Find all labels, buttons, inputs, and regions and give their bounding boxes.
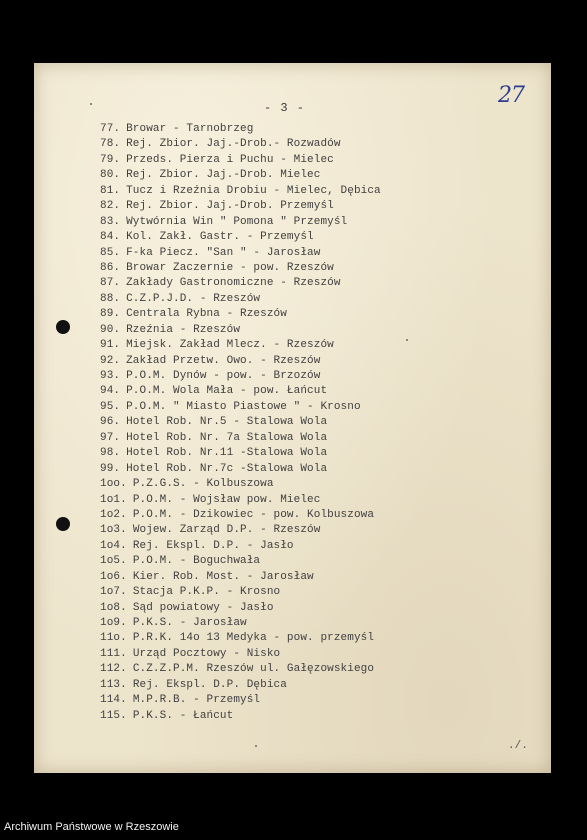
entry-text: Rej. Ekspl. D.P. - Jasło bbox=[132, 539, 294, 552]
entry-text: P.Z.G.S. - Kolbuszowa bbox=[132, 478, 274, 491]
entry-number: 91. bbox=[100, 339, 121, 352]
page-number: - 3 - bbox=[264, 101, 306, 115]
paper-speck bbox=[406, 339, 408, 341]
entry-text: Hotel Rob. Nr. 7a Stalowa Wola bbox=[126, 431, 328, 444]
entry-number: 97. bbox=[100, 431, 121, 444]
entry-number: 77. bbox=[100, 123, 121, 135]
list-item bbox=[100, 323, 381, 338]
entry-number: 1o3. bbox=[100, 524, 127, 537]
entry-list bbox=[100, 122, 381, 724]
punch-hole bbox=[56, 517, 70, 531]
list-item bbox=[100, 508, 381, 523]
list-item bbox=[100, 246, 381, 261]
entry-text: P.R.K. 14o 13 Medyka - pow. przemyśl bbox=[132, 632, 375, 645]
list-item bbox=[100, 384, 381, 399]
list-item bbox=[100, 446, 381, 461]
entry-text: Wytwórnia Win " Pomona " Przemyśl bbox=[126, 215, 348, 228]
entry-number: 96. bbox=[100, 416, 121, 429]
entry-number: 1o9. bbox=[100, 617, 127, 629]
list-item bbox=[100, 709, 381, 724]
entry-text: P.O.M. Wola Mała - pow. Łańcut bbox=[126, 385, 328, 398]
punch-hole bbox=[56, 320, 70, 334]
entry-text: Rej. Zbior. Jaj.-Drob. Mielec bbox=[126, 169, 321, 182]
entry-text: C.Z.P.J.D. - Rzeszów bbox=[126, 292, 261, 305]
entry-text: C.Z.Z.P.M. Rzeszów ul. Gałęzowskiego bbox=[132, 663, 375, 676]
entry-number: 79. bbox=[100, 153, 121, 166]
entry-text: Rej. Ekspl. D.P. Dębica bbox=[132, 678, 287, 691]
list-item bbox=[100, 292, 381, 307]
list-item bbox=[100, 215, 381, 230]
list-item bbox=[100, 230, 381, 245]
entry-number: 1o6. bbox=[100, 570, 127, 583]
entry-text: F-ka Piecz. "San " - Jarosław bbox=[126, 246, 321, 259]
entry-text: P.O.M. - Boguchwała bbox=[132, 555, 261, 568]
entry-text: Rzeźnia - Rzeszów bbox=[126, 323, 241, 336]
list-item bbox=[100, 415, 381, 430]
list-item bbox=[100, 477, 381, 492]
paper-speck bbox=[255, 745, 257, 747]
list-item bbox=[100, 462, 381, 477]
entry-number: 84. bbox=[100, 231, 121, 244]
entry-number: 1o7. bbox=[100, 586, 127, 599]
list-item bbox=[100, 693, 381, 708]
list-item bbox=[100, 570, 381, 585]
entry-number: 81. bbox=[100, 184, 121, 197]
entry-number: 94. bbox=[100, 385, 121, 398]
list-item bbox=[100, 585, 381, 600]
entry-text: Sąd powiatowy - Jasło bbox=[132, 601, 274, 614]
entry-number: 85. bbox=[100, 246, 121, 259]
folio-number: 27 bbox=[498, 83, 524, 108]
entry-number: 90. bbox=[100, 323, 121, 336]
entry-text: Hotel Rob. Nr.11 -Stalowa Wola bbox=[126, 447, 328, 460]
entry-number: 86. bbox=[100, 261, 121, 274]
list-item bbox=[100, 153, 381, 168]
entry-text: Zakład Przetw. Owo. - Rzeszów bbox=[126, 354, 321, 367]
entry-number: 1o2. bbox=[100, 508, 127, 521]
entry-number: 88. bbox=[100, 292, 121, 305]
entry-number: 93. bbox=[100, 370, 121, 382]
archive-name: Archiwum Państwowe w Rzeszowie bbox=[4, 821, 179, 833]
entry-number: 80. bbox=[100, 169, 121, 182]
entry-text: Hotel Rob. Nr.7c -Stalowa Wola bbox=[126, 462, 328, 475]
list-item bbox=[100, 616, 381, 631]
entry-number: 87. bbox=[100, 277, 121, 290]
entry-number: 95. bbox=[100, 400, 121, 413]
list-item bbox=[100, 678, 381, 693]
entry-number: 11o. bbox=[100, 632, 127, 645]
list-item bbox=[100, 647, 381, 662]
entry-text: Kier. Rob. Most. - Jarosław bbox=[132, 570, 314, 583]
entry-text: P.O.M. " Miasto Piastowe " - Krosno bbox=[126, 400, 361, 413]
list-item bbox=[100, 369, 381, 384]
entry-text: Stacja P.K.P. - Krosno bbox=[132, 586, 281, 599]
list-item bbox=[100, 307, 381, 322]
entry-number: 114. bbox=[100, 694, 127, 707]
entry-text: Tucz i Rzeźnia Drobiu - Mielec, Dębica bbox=[126, 184, 381, 197]
entry-text: P.O.M. Dynów - pow. - Brzozów bbox=[126, 370, 321, 382]
entry-text: Rej. Zbior. Jaj.-Drob. Przemyśl bbox=[126, 200, 334, 213]
list-item bbox=[100, 523, 381, 538]
continuation-mark: ./. bbox=[508, 740, 528, 752]
list-item bbox=[100, 261, 381, 276]
entry-text: Urząd Pocztowy - Nisko bbox=[132, 647, 281, 660]
entry-text: P.K.S. - Jarosław bbox=[132, 617, 247, 629]
entry-text: Hotel Rob. Nr.5 - Stalowa Wola bbox=[126, 416, 328, 429]
entry-number: 78. bbox=[100, 138, 121, 151]
list-item bbox=[100, 662, 381, 677]
list-item bbox=[100, 539, 381, 554]
list-item bbox=[100, 137, 381, 152]
entry-text: Rej. Zbior. Jaj.-Drob.- Rozwadów bbox=[126, 138, 341, 151]
entry-number: 92. bbox=[100, 354, 121, 367]
list-item bbox=[100, 554, 381, 569]
entry-text: Miejsk. Zakład Mlecz. - Rzeszów bbox=[126, 339, 334, 352]
entry-text: Zakłady Gastronomiczne - Rzeszów bbox=[126, 277, 341, 290]
entry-number: 112. bbox=[100, 663, 127, 676]
entry-number: 115. bbox=[100, 709, 127, 722]
paper-speck bbox=[90, 103, 92, 105]
list-item bbox=[100, 631, 381, 646]
list-item bbox=[100, 184, 381, 199]
entry-number: 83. bbox=[100, 215, 121, 228]
entry-number: 1o4. bbox=[100, 539, 127, 552]
entry-text: M.P.R.B. - Przemyśl bbox=[132, 694, 261, 707]
entry-number: 1oo. bbox=[100, 478, 127, 491]
entry-text: P.K.S. - Łańcut bbox=[132, 709, 234, 722]
list-item bbox=[100, 276, 381, 291]
entry-number: 99. bbox=[100, 462, 121, 475]
entry-number: 1o5. bbox=[100, 555, 127, 568]
list-item bbox=[100, 601, 381, 616]
entry-number: 1o8. bbox=[100, 601, 127, 614]
entry-text: Wojew. Zarząd D.P. - Rzeszów bbox=[132, 524, 321, 537]
list-item bbox=[100, 122, 381, 137]
entry-text: Przeds. Pierza i Puchu - Mielec bbox=[126, 153, 334, 166]
entry-number: 82. bbox=[100, 200, 121, 213]
list-item bbox=[100, 168, 381, 183]
entry-number: 1o1. bbox=[100, 493, 127, 506]
list-item bbox=[100, 338, 381, 353]
entry-text: P.O.M. - Wojsław pow. Mielec bbox=[132, 493, 321, 506]
entry-number: 113. bbox=[100, 678, 127, 691]
list-item bbox=[100, 354, 381, 369]
entry-text: Centrala Rybna - Rzeszów bbox=[126, 308, 287, 321]
entry-text: P.O.M. - Dzikowiec - pow. Kolbuszowa bbox=[132, 508, 375, 521]
list-item bbox=[100, 400, 381, 415]
entry-text: Browar - Tarnobrzeg bbox=[126, 123, 254, 135]
list-item bbox=[100, 199, 381, 214]
entry-text: Browar Zaczernie - pow. Rzeszów bbox=[126, 261, 334, 274]
list-item bbox=[100, 431, 381, 446]
entry-number: 89. bbox=[100, 308, 121, 321]
entry-text: Kol. Zakł. Gastr. - Przemyśl bbox=[126, 231, 314, 244]
list-item bbox=[100, 493, 381, 508]
entry-number: 98. bbox=[100, 447, 121, 460]
entry-number: 111. bbox=[100, 647, 127, 660]
